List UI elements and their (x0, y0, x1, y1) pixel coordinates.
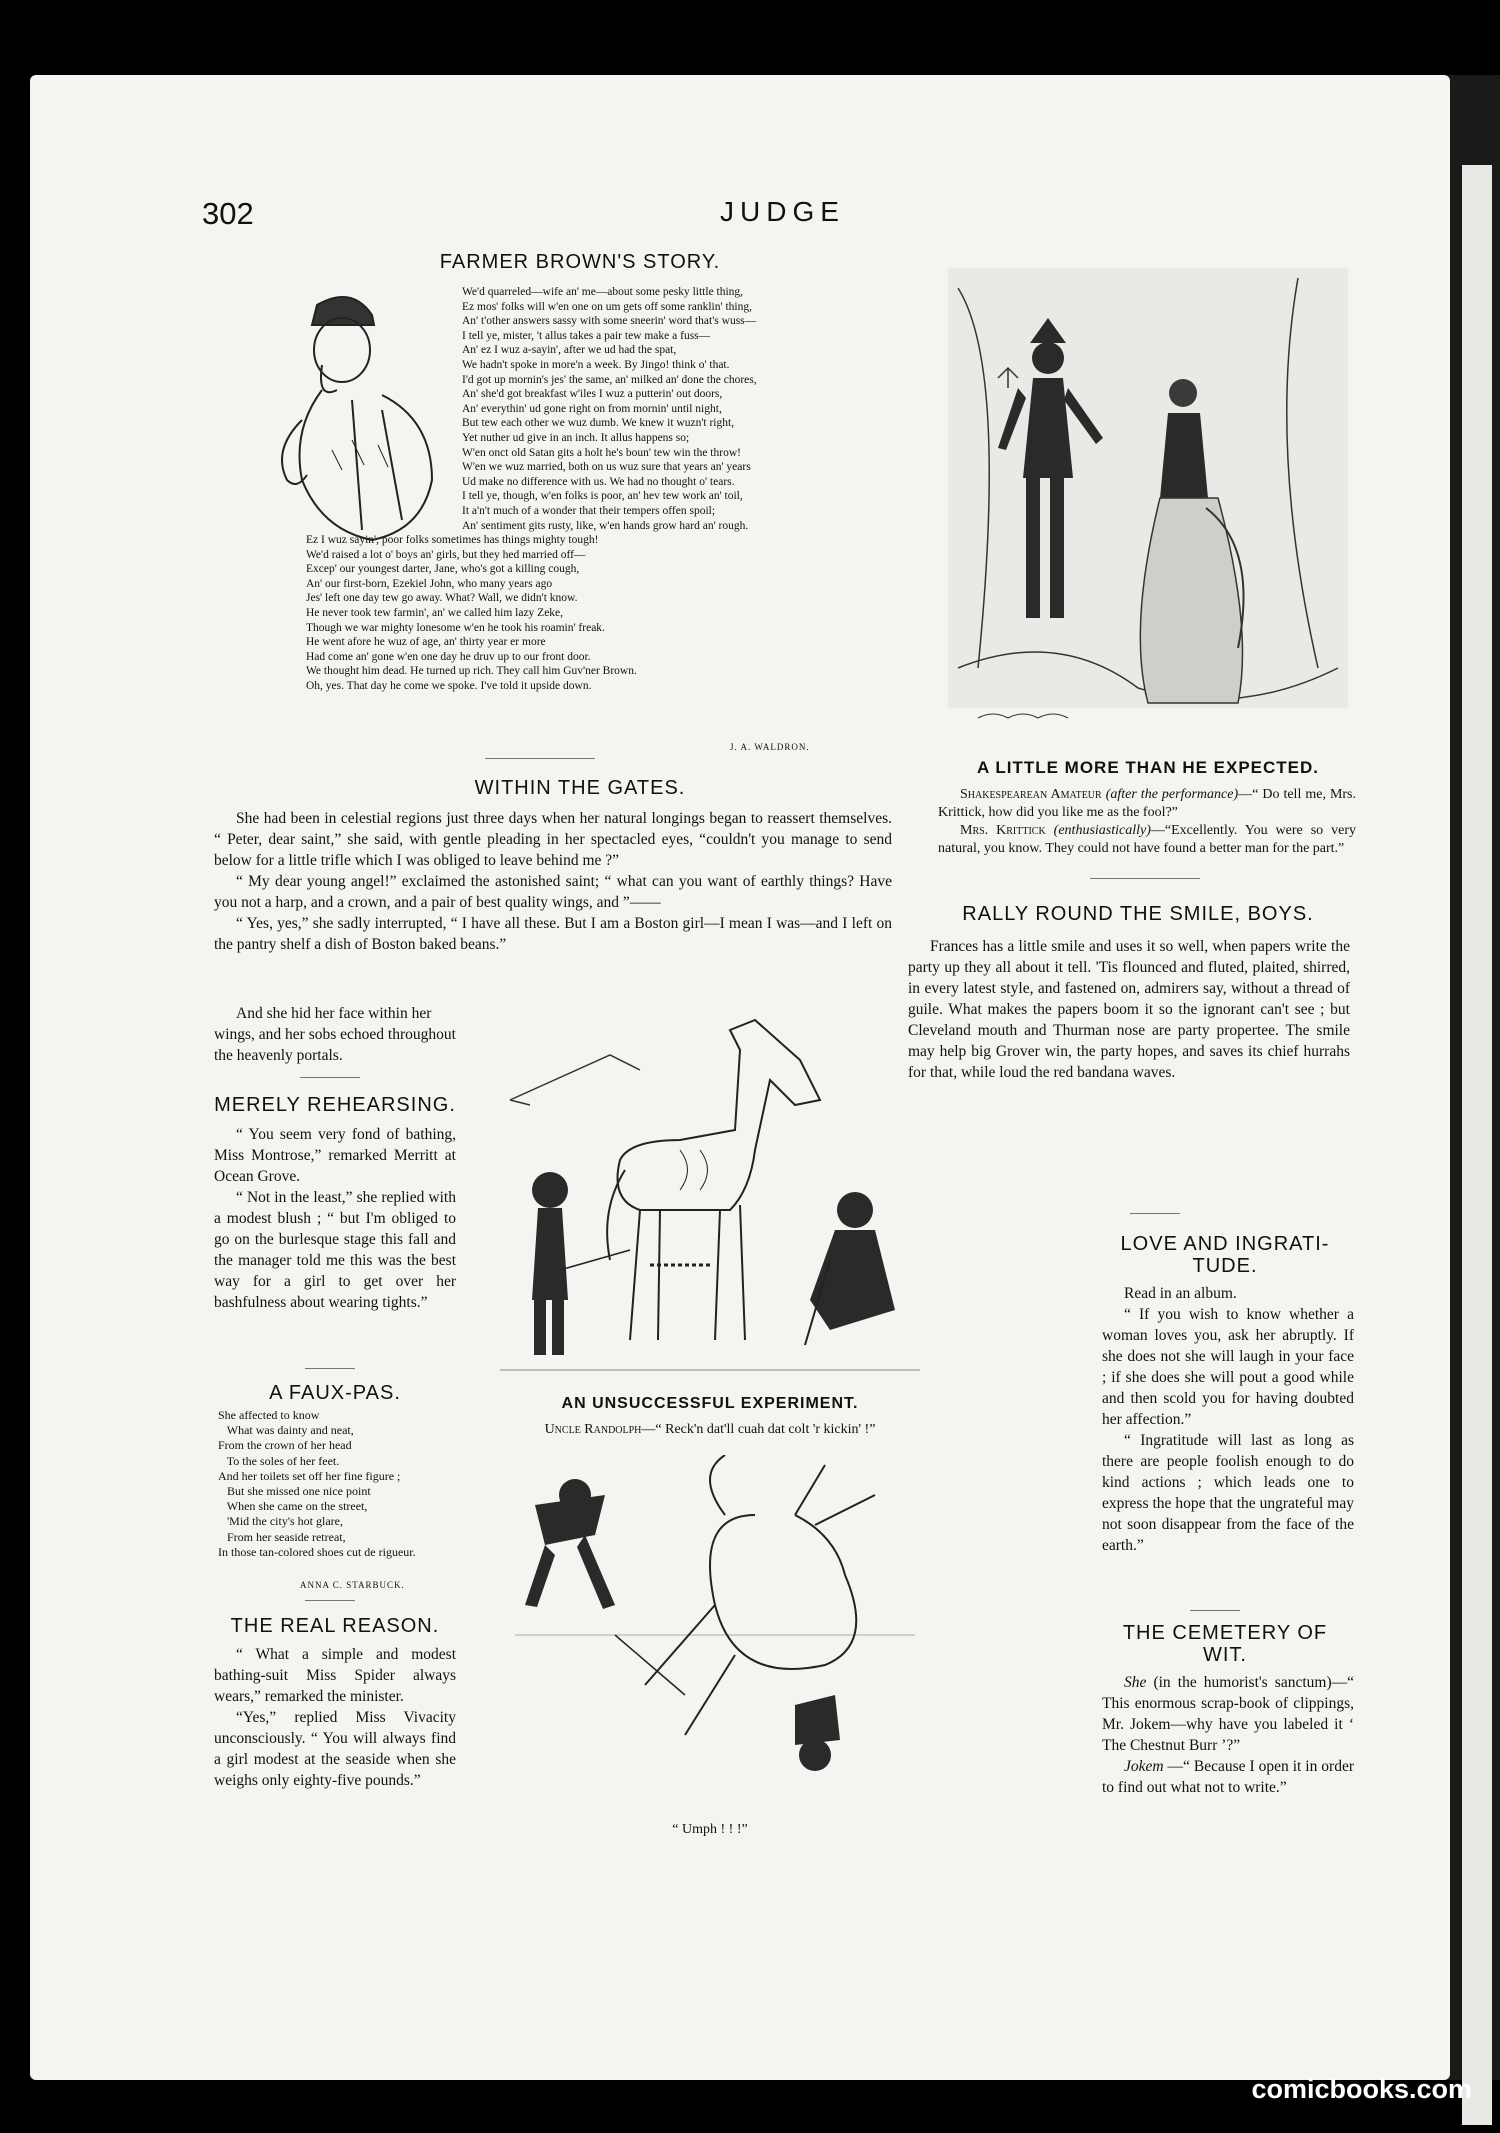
speaker-label: Shakespearean Amateur (960, 787, 1102, 802)
magazine-title: JUDGE (720, 196, 845, 227)
paragraph: “ Ingratitude will last as long as there are people foolish enough to do kind actions ; which leads one to express the hope that the ungrateful may not soon disappear from the face of the earth.” (1102, 1432, 1354, 1554)
page-number: 302 (202, 196, 254, 231)
dialogue: —“ Do tell me, Mrs. Krittick, how did you like me as the fool?” (938, 787, 1357, 820)
dialogue: —“ Reck'n dat'll cuah dat colt 'r kickin' !” (641, 1422, 876, 1437)
divider (305, 1368, 355, 1369)
divider (1130, 1213, 1180, 1214)
dialogue: —“Excellently. You were so very natural, you know. They could not have found a better man for the part.” (938, 823, 1356, 856)
stage-note: (after the performance) (1105, 787, 1239, 802)
faux-title: A FAUX-PAS. (269, 1382, 401, 1404)
paragraph: “ What a simple and modest bathing-suit Miss Spider always wears,” remarked the minister. (214, 1646, 456, 1705)
speaker-label: She (1124, 1674, 1147, 1691)
title-line: LOVE AND INGRATI- (1120, 1233, 1330, 1255)
speaker-label: Jokem (1124, 1758, 1164, 1775)
paragraph: And she hid her face within her wings, and her sobs echoed throughout the heavenly portals. (214, 1005, 456, 1064)
real-title: THE REAL REASON. (230, 1615, 440, 1637)
paragraph: “ If you wish to know whether a woman loves you, ask her abruptly. If she does not she will laugh in your face ; if she does she will pout a good while and then scold you for having doubted her affection.” (1102, 1306, 1354, 1428)
cemetery-title (1100, 1622, 1350, 1666)
divider (1190, 1610, 1240, 1611)
love-text (1102, 1283, 1354, 1556)
speaker-label: Mrs. Krittick (960, 823, 1046, 838)
divider (485, 758, 595, 759)
farmer-verse-bottom: Ez I wuz sayin', poor folks sometimes has things mighty tough! We'd raised a lot o' boys an' girls, but they hed married off— Excep' our youngest darter, Jane, who's got a killing cough, An' our first-born, Ezekiel John, who many years ago Jes' left one day tew go away. What? Wall, we didn't know. He never took tew farmin', an' we called him lazy Zeke, Though we war mighty lonesome w'en he took his roamin' freak. He went afore he wuz of age, an' thirty year er more Had come an' gone w'en one day he druv up to our front door. We thought him dead. He turned up rich. They call him Guv'ner Brown. Oh, yes. That day he come we spoke. I've told it upside down. (306, 534, 637, 692)
experiment-title: AN UNSUCCESSFUL EXPERIMENT. (561, 1395, 859, 1412)
real-text (214, 1644, 456, 1791)
kick-caption: “ Umph ! ! !” (672, 1822, 748, 1837)
divider (305, 1600, 355, 1601)
paragraph: “Yes,” replied Miss Vivacity unconsciously. “ You will always find a girl modest at the seaside when she weighs only eighty-five pounds.” (214, 1709, 456, 1789)
title-line: TUDE. (1192, 1255, 1258, 1277)
paragraph: “ Not in the least,” she replied with a modest blush ; “ but I'm obliged to go on the burlesque stage this fall and the manager told me this was the best way for a girl to get over her bashfulness about wearing tights.” (214, 1189, 456, 1311)
title-line: THE CEMETERY OF (1122, 1622, 1328, 1644)
farmer-verse-top: We'd quarreled—wife an' me—about some pesky little thing, Ez mos' folks will w'en one on um gets off some ranklin' thing, An' t'other answers sassy with some sneerin' word that's wuss— I tell ye, mister, 't allus takes a pair tew make a fuss— An' ez I wuz a-sayin', after we ud had the spat, We hadn't spoke in more'n a week. By Jingo! think o' that. I'd got up mornin's jes' the same, an' milked an' done the chores, An' she'd got breakfast w'iles I wuz a putterin' out doors, An' everythin' ud gone right on from mornin' until night, But tew each other we wuz dumb. We knew it wuzn't right, Yet nuther ud give in an inch. It allus happens so; W'en onct old Satan gits a holt he's boun' tew win the throw! W'en we wuz married, both on us wuz sure that years an' years Ud make no difference with us. We had no thought o' tears. I tell ye, though, w'en folks is poor, an' hev tew work an' toil, It a'n't much of a wonder that their tempers offen spoil; An' sentiment gits rusty, like, w'en hands grow hard an' rough. (462, 286, 757, 532)
paragraph: “ You seem very fond of bathing, Miss Montrose,” remarked Merritt at Ocean Grove. (214, 1126, 456, 1185)
watermark: comicbooks.com (1251, 2074, 1472, 2104)
love-title (1100, 1233, 1350, 1277)
cemetery-text (1102, 1672, 1354, 1798)
little-more-text (938, 786, 1356, 858)
dialogue: —“ Because I open it in order to find out what not to write.” (1102, 1758, 1354, 1796)
gates-title: WITHIN THE GATES. (474, 777, 686, 799)
faux-verse: She affected to know What was dainty and neat, From the crown of her head To the soles of her feet. And her toilets set off her fine figure ; But she missed one nice point When she came on the street, 'Mid the city's hot glare, From her seaside retreat, In those tan-colored shoes cut de rigueur. (218, 1408, 416, 1559)
merely-text (214, 1124, 456, 1313)
divider (300, 1077, 360, 1078)
book-edge (1445, 75, 1500, 2080)
rally-title: RALLY ROUND THE SMILE, BOYS. (962, 903, 1314, 925)
gates-end (214, 1003, 456, 1066)
faux-author: ANNA C. STARBUCK. (300, 1580, 405, 1590)
farmer-title: FARMER BROWN'S STORY. (439, 251, 721, 273)
experiment-caption (500, 1422, 920, 1438)
paragraph: “ Yes, yes,” she sadly interrupted, “ I have all these. But I am a Boston girl—I mean I was—and I left on the pantry shelf a dish of Boston baked beans.” (214, 915, 892, 953)
rally-text (908, 936, 1350, 1186)
gates-text (214, 808, 892, 955)
speaker-label: Uncle Randolph (544, 1422, 642, 1437)
title-line: WIT. (1203, 1644, 1247, 1666)
dialogue: (in the humorist's sanctum)—“ This enormous scrap-book of clippings, Mr. Jokem—why have you labeled it ‘ The Chestnut Burr ’?” (1102, 1674, 1354, 1754)
farmer-author: J. A. WALDRON. (730, 742, 810, 752)
paragraph: Frances has a little smile and uses it so well, when papers write the party up they all about it tell. 'Tis flounced and fluted, plaited, shirred, in every latest style, and fastened on, admirers say, without a thread of guile. What makes the papers boom it so the ignorant can't see ; but Cleveland mouth and Thurman nose are party propertee. The smile may help big Grover win, the party hopes, and saves its chief hurrahs for that, while loud the red bandana waves. (908, 938, 1350, 1081)
paragraph: “ My dear young angel!” exclaimed the astonished saint; “ what can you want of earthly things? Have you not a harp, and a crown, and a pair of best quality wings, and ”—— (214, 873, 892, 911)
horse-illustration (500, 1010, 920, 1390)
kick-illustration (495, 1455, 925, 1815)
farmer-illustration (262, 280, 462, 550)
merely-title: MERELY REHEARSING. (214, 1094, 456, 1116)
little-more-title: A LITTLE MORE THAN HE EXPECTED. (976, 758, 1320, 777)
stage-note: (enthusiastically) (1053, 823, 1151, 838)
theater-illustration (938, 248, 1358, 738)
paragraph: She had been in celestial regions just three days when her natural longings began to reassert themselves. “ Peter, dear saint,” she said, with gentle pleading in her spectacled eyes, “couldn't you manage to send below for a little trifle which I was obliged to leave behind me ?” (214, 810, 892, 869)
divider (1090, 878, 1200, 879)
paragraph: Read in an album. (1124, 1285, 1237, 1302)
